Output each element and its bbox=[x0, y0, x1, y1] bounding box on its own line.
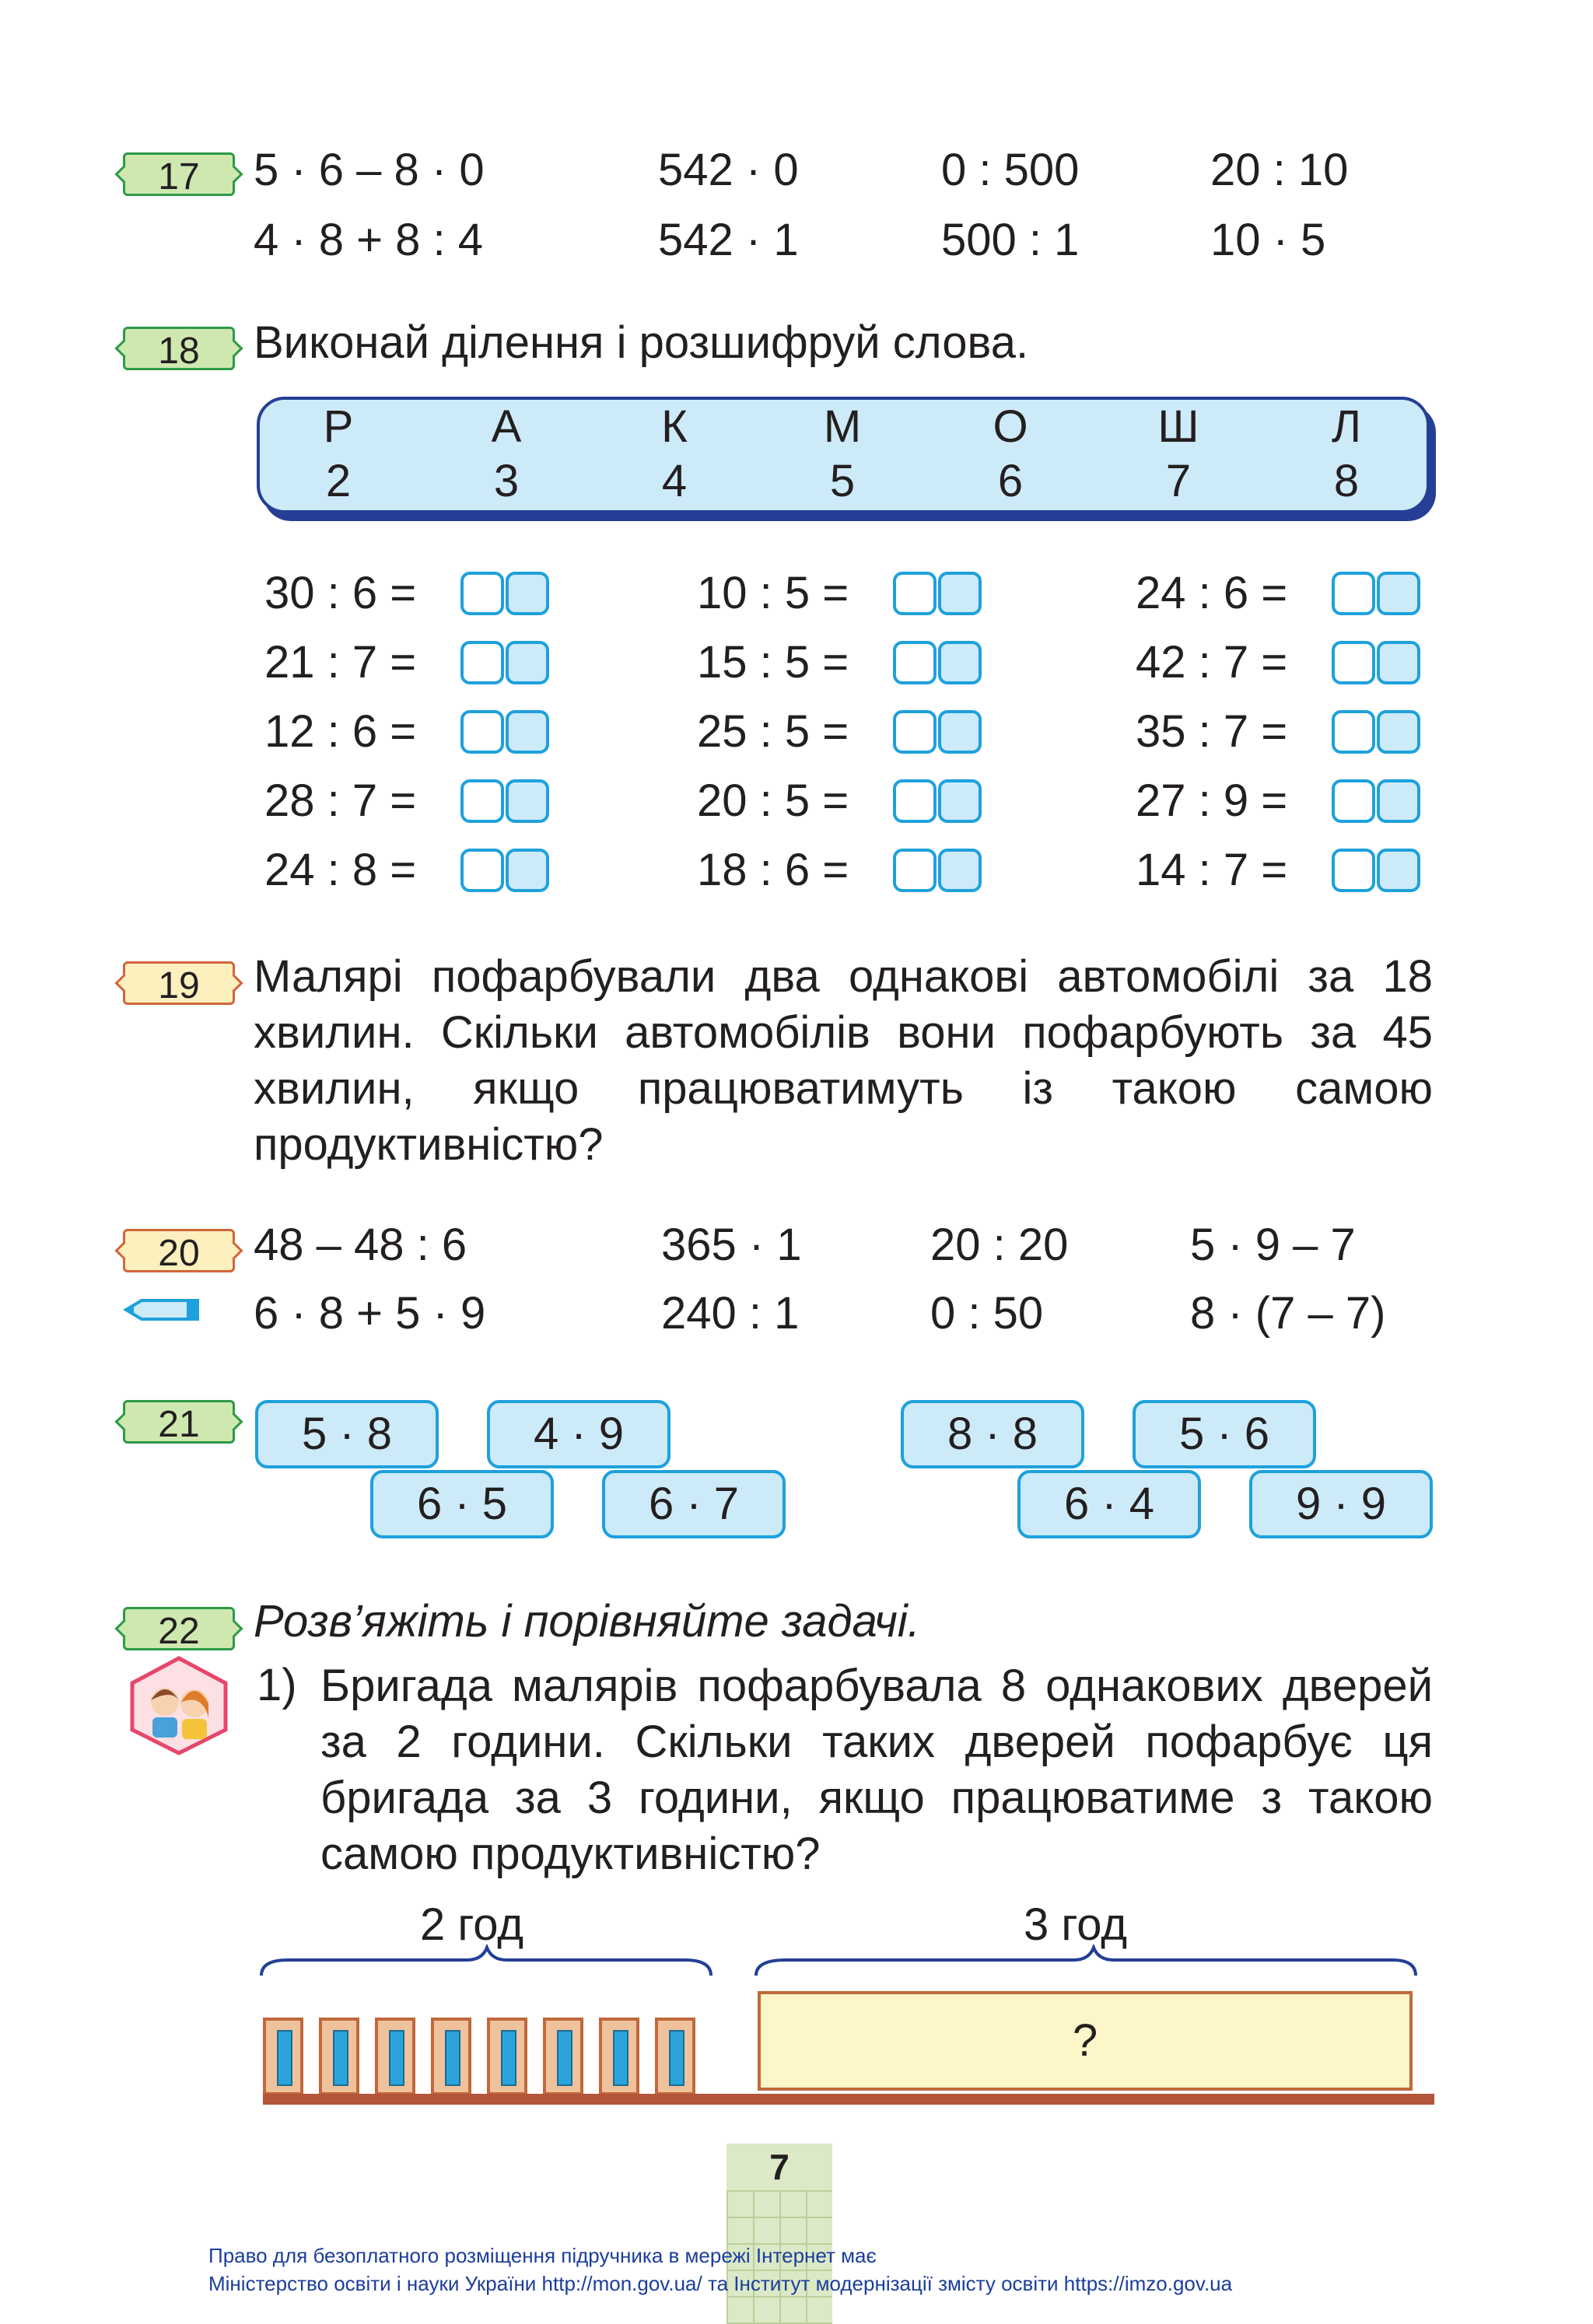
pair-work-icon bbox=[124, 1655, 233, 1756]
division-expression: 27 : 9 = bbox=[1136, 775, 1288, 826]
answer-box-ones[interactable] bbox=[1377, 641, 1420, 684]
division-expression: 25 : 5 = bbox=[697, 706, 849, 757]
ex22-item-number: 1) bbox=[257, 1660, 297, 1710]
ex19-text: Малярі пофарбували два однакові автомобілі за 18 хвилин. Скільки автомобілів вони пофарбують за 45 хвилин, якщо працюватимуть із такою самою продуктивністю? bbox=[254, 951, 1433, 1170]
division-row bbox=[1136, 705, 1420, 759]
answer-box-ones[interactable] bbox=[938, 849, 982, 892]
cipher-letter: А bbox=[491, 401, 522, 452]
division-row bbox=[264, 566, 549, 621]
division-row bbox=[697, 705, 982, 759]
cipher-number: 2 bbox=[325, 456, 352, 506]
exercise-18-badge: 18 bbox=[123, 327, 235, 370]
cipher-number: 3 bbox=[493, 456, 520, 506]
cipher-letter: К bbox=[661, 401, 688, 452]
exercise-19-badge: 19 bbox=[123, 961, 235, 1005]
division-row bbox=[1136, 774, 1420, 828]
answer-box-tens[interactable] bbox=[460, 572, 504, 615]
expression-card: 5 · 8 bbox=[255, 1400, 439, 1468]
answer-box-ones[interactable] bbox=[506, 849, 549, 892]
cipher-row bbox=[257, 397, 1430, 513]
answer-box-tens[interactable] bbox=[1332, 849, 1375, 892]
division-expression: 21 : 7 = bbox=[264, 637, 417, 688]
expression-card: 6 · 5 bbox=[370, 1470, 554, 1538]
division-expression: 24 : 6 = bbox=[1136, 568, 1288, 618]
division-row bbox=[264, 705, 549, 759]
expression-card: 6 · 4 bbox=[1017, 1470, 1201, 1538]
left-brace bbox=[261, 1948, 711, 1976]
cipher-number: 6 bbox=[997, 456, 1024, 506]
question-mark: ? bbox=[1072, 2015, 1098, 2066]
division-expression: 14 : 7 = bbox=[1136, 845, 1288, 895]
door-icon bbox=[599, 2018, 639, 2095]
ex20-r1-c0: 6 · 8 + 5 · 9 bbox=[254, 1288, 486, 1339]
exercise-22-badge: 22 bbox=[123, 1607, 235, 1650]
answer-box-ones[interactable] bbox=[1377, 849, 1420, 892]
division-row bbox=[264, 843, 549, 898]
answer-box-tens[interactable] bbox=[893, 710, 937, 754]
label-3-hours: 3 год bbox=[1024, 1899, 1128, 1950]
division-expression: 18 : 6 = bbox=[697, 845, 849, 895]
expression-card: 8 · 8 bbox=[901, 1400, 1084, 1468]
cipher-number: 7 bbox=[1165, 456, 1192, 506]
expression-card: 4 · 9 bbox=[487, 1400, 670, 1468]
division-expression: 10 : 5 = bbox=[697, 568, 849, 618]
answer-box-tens[interactable] bbox=[1332, 572, 1375, 615]
division-row bbox=[264, 774, 549, 828]
ex17-r1-c3: 10 · 5 bbox=[1210, 215, 1326, 265]
division-row bbox=[697, 635, 982, 690]
cipher-letter: М bbox=[823, 401, 862, 452]
diagram-braces bbox=[257, 1944, 1423, 1983]
answer-box-ones[interactable] bbox=[938, 641, 982, 684]
answer-box-ones[interactable] bbox=[1377, 779, 1420, 823]
answer-box-tens[interactable] bbox=[893, 572, 937, 615]
exercise-20-badge: 20 bbox=[123, 1229, 235, 1272]
cipher-letter: Ш bbox=[1157, 401, 1199, 452]
division-expression: 24 : 8 = bbox=[264, 845, 417, 895]
division-expression: 30 : 6 = bbox=[264, 568, 417, 618]
division-expression: 12 : 6 = bbox=[264, 706, 417, 757]
division-row bbox=[264, 635, 549, 690]
answer-box-tens[interactable] bbox=[893, 779, 937, 823]
door-icon bbox=[431, 2018, 471, 2095]
ex17-r0-c3: 20 : 10 bbox=[1210, 145, 1349, 195]
answer-box-tens[interactable] bbox=[893, 849, 937, 892]
floor-line bbox=[263, 2094, 1434, 2105]
label-2-hours: 2 год bbox=[420, 1899, 524, 1950]
ex17-r0-c0: 5 · 6 – 8 · 0 bbox=[254, 145, 485, 195]
door-icon bbox=[487, 2018, 527, 2095]
division-expression: 28 : 7 = bbox=[264, 775, 417, 826]
ex20-r1-c2: 0 : 50 bbox=[930, 1288, 1044, 1339]
answer-box-ones[interactable] bbox=[1377, 572, 1420, 615]
answer-box-tens[interactable] bbox=[460, 779, 504, 823]
expression-card: 9 · 9 bbox=[1249, 1470, 1433, 1538]
answer-box-ones[interactable] bbox=[938, 572, 982, 615]
answer-box-ones[interactable] bbox=[506, 641, 549, 684]
division-row bbox=[1136, 566, 1420, 621]
ex20-r0-c0: 48 – 48 : 6 bbox=[254, 1220, 467, 1270]
answer-box-tens[interactable] bbox=[1332, 710, 1375, 754]
division-row bbox=[1136, 843, 1420, 898]
door-icon bbox=[375, 2018, 415, 2095]
ex20-r0-c3: 5 · 9 – 7 bbox=[1190, 1220, 1356, 1270]
door-icon bbox=[263, 2018, 303, 2095]
answer-box-tens[interactable] bbox=[460, 641, 504, 684]
cipher-letter: Л bbox=[1331, 401, 1362, 452]
cipher-number: 4 bbox=[661, 456, 688, 506]
ex18-title: Виконай ділення і розшифруй слова. bbox=[254, 317, 1029, 368]
division-row bbox=[1136, 635, 1420, 690]
division-expression: 35 : 7 = bbox=[1136, 706, 1288, 757]
expression-card: 5 · 6 bbox=[1133, 1400, 1316, 1468]
cipher-letter: Р bbox=[323, 401, 354, 452]
ex22-text: Бригада малярів пофарбувала 8 однакових дверей за 2 години. Скільки таких дверей пофарбує ця бригада за 3 години, якщо працюватиме з такою самою продуктивністю? bbox=[320, 1661, 1433, 1879]
answer-box-ones[interactable] bbox=[1377, 710, 1420, 754]
cipher-letter: О bbox=[993, 401, 1028, 452]
division-row bbox=[697, 774, 982, 828]
answer-box-ones[interactable] bbox=[938, 710, 982, 754]
answer-box-ones[interactable] bbox=[938, 779, 982, 823]
ex22-title: Розв’яжіть і порівняйте задачі. bbox=[254, 1596, 920, 1647]
division-expression: 15 : 5 = bbox=[697, 637, 849, 688]
exercise-17-badge: 17 bbox=[123, 152, 235, 196]
door-icon bbox=[655, 2018, 695, 2095]
ex20-r1-c3: 8 · (7 – 7) bbox=[1190, 1288, 1386, 1339]
division-expression: 20 : 5 = bbox=[697, 775, 849, 826]
cipher-number: 5 bbox=[829, 456, 856, 506]
ex20-r0-c1: 365 · 1 bbox=[661, 1220, 802, 1270]
answer-box-tens[interactable] bbox=[1332, 641, 1375, 684]
page-number: 7 bbox=[726, 2144, 832, 2190]
ex20-r1-c1: 240 : 1 bbox=[661, 1288, 800, 1339]
answer-box-ones[interactable] bbox=[506, 779, 549, 823]
ex20-r0-c2: 20 : 20 bbox=[930, 1220, 1069, 1270]
cipher-number: 8 bbox=[1333, 456, 1360, 506]
footer-line-1: Право для безоплатного розміщення підручника в мережі Інтернет має bbox=[208, 2244, 877, 2267]
unknown-doors-box bbox=[758, 1991, 1413, 2091]
footer-line-2: Міністерство освіти і науки України http://mon.gov.ua/ та Інститут модернізації змісту освіти https://imzo.gov.ua bbox=[208, 2272, 1233, 2295]
pencil-icon bbox=[123, 1294, 201, 1325]
door-icon bbox=[543, 2018, 583, 2095]
ex17-r1-c1: 542 · 1 bbox=[658, 215, 799, 265]
ex17-r0-c1: 542 · 0 bbox=[658, 145, 799, 195]
right-brace bbox=[756, 1948, 1416, 1976]
answer-box-ones[interactable] bbox=[506, 710, 549, 754]
answer-box-tens[interactable] bbox=[460, 710, 504, 754]
door-icon bbox=[319, 2018, 359, 2095]
answer-box-tens[interactable] bbox=[460, 849, 504, 892]
expression-card: 6 · 7 bbox=[602, 1470, 786, 1538]
ex17-r1-c2: 500 : 1 bbox=[941, 215, 1080, 265]
exercise-21-badge: 21 bbox=[123, 1400, 235, 1444]
ex17-r1-c0: 4 · 8 + 8 : 4 bbox=[254, 215, 484, 265]
division-row bbox=[697, 566, 982, 621]
answer-box-tens[interactable] bbox=[1332, 779, 1375, 823]
answer-box-ones[interactable] bbox=[506, 572, 549, 615]
answer-box-tens[interactable] bbox=[893, 641, 937, 684]
ex17-r0-c2: 0 : 500 bbox=[941, 145, 1080, 195]
division-expression: 42 : 7 = bbox=[1136, 637, 1288, 688]
division-row bbox=[697, 843, 982, 898]
